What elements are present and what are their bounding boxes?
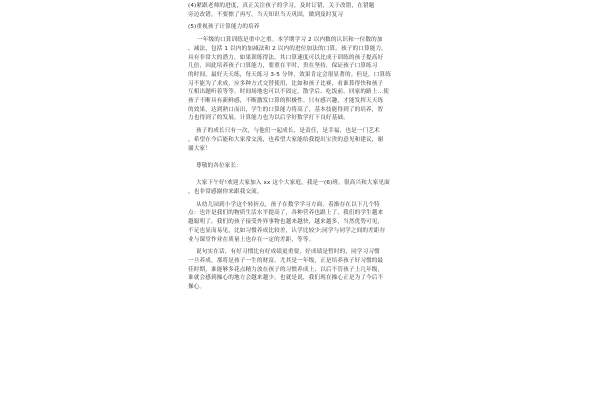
text-line: 孩子不断具有新鲜感，不断激发口算的积极性。只有感兴趣，才能发挥天天练 bbox=[188, 98, 384, 105]
text-line: 大家下午好!欢迎大家加入 xx 这个大家庭，我是一(6)班，很高兴和大家见面 bbox=[196, 180, 390, 187]
text-line: 一年级的口算训练是重中之重。本学期学习 2 以内数的认识和一位数的加 bbox=[197, 37, 383, 44]
text-line: 孩子的成长只有一次，与他们一起成长，是责任，是幸福，也是一门艺术 bbox=[196, 128, 380, 135]
text-line: 不足也显而易见，比如习惯养成比较差，认学比较少;同学与同学之间的差距存 bbox=[188, 227, 386, 234]
text-line: 操心。 bbox=[188, 284, 206, 291]
document-body bbox=[188, 2, 450, 292]
text-line: ，也非常感谢你来跟我交流。 bbox=[188, 189, 263, 196]
salutation-line: 尊敬的各位家长： bbox=[196, 162, 242, 169]
text-line: (5)重视孩子计算能力的培养 bbox=[188, 24, 260, 31]
text-line: 的时间。最好天天练，每天练习 3-5 分钟，效果肯定会很显著的。但是，口算练 bbox=[188, 71, 391, 78]
text-line: (4)紧跟老师的进度，真正关注孩子的学习，及时订错，关于改错，在错题 bbox=[188, 3, 375, 9]
text-line: ，希望在今后能和大家常交流，也希望大家能给我提出宝贵的意见和建议，谢 bbox=[188, 136, 384, 143]
text-line: 互相出题听着等等。时间场地也可以不固定，散学后、吃饭前、回家的路上…使 bbox=[188, 89, 390, 96]
text-line: 力也得到了的发展，计算能力也为以后学好数学打下良好基础。 bbox=[188, 115, 349, 122]
text-line: 点：也许是我们的物质生活水平提高了，各种营养也跟上了，我们的学生越来 bbox=[188, 210, 384, 217]
text-line: 说句实在话，有好习惯比有好成绩更重要，好成绩是暂时的，同学习习惯 bbox=[196, 249, 380, 256]
text-line: 从幼儿园到小学这个转折点，孩子在数学学习方面，着渐存在以下几个特 bbox=[196, 201, 380, 208]
text-line: 谁就会感到操心的地方会越来越少。也就是说，我们现在操心正是为了今后不 bbox=[188, 275, 384, 282]
text-line: 越聪明了，我们的孩子接受外界事物也越来越快，越来越多，当然优势可见， bbox=[188, 219, 384, 226]
blank-line bbox=[188, 153, 450, 162]
text-line: 谢大家！ bbox=[188, 145, 211, 152]
text-line: 几倍，因此培养孩子口算能力，要重在平时，贵在坚持，保证孩子口算练习 bbox=[188, 63, 378, 70]
text-line: 业与课堂作业在质量上也存在一定的差距，等等。 bbox=[188, 236, 315, 243]
text-line: 具有非常大的潜力，如果训练得法，其口算速度可以比成于训练的孩子提高好 bbox=[188, 54, 384, 61]
text-line: 佳时期，谁能够多花点精力放在孩子的习惯养成上，以后不管孩子上几年级， bbox=[188, 266, 384, 273]
text-line: 一旦养成，那将是孩子一生的财富。尤其是一年级，正是培养孩子好习惯的最 bbox=[188, 257, 384, 264]
text-line: 、减法，包括 1 以内的加减法和 2 以内的进位加法的口算。孩子的口算能力， bbox=[188, 45, 387, 52]
text-line: 的效果，达到熟口而出，学生的口算能力将高了，基本技能得到了的培养，智 bbox=[188, 106, 384, 113]
text-line: 习不能为了求成，应多种方式交替使用，比如和孩子比赛，看谁算得快和孩子 bbox=[188, 80, 384, 87]
text-line: 旁边改错，不要擦了再写，当天知识当天巩固，做到及时复习 bbox=[188, 11, 344, 18]
blank-line bbox=[188, 171, 450, 180]
